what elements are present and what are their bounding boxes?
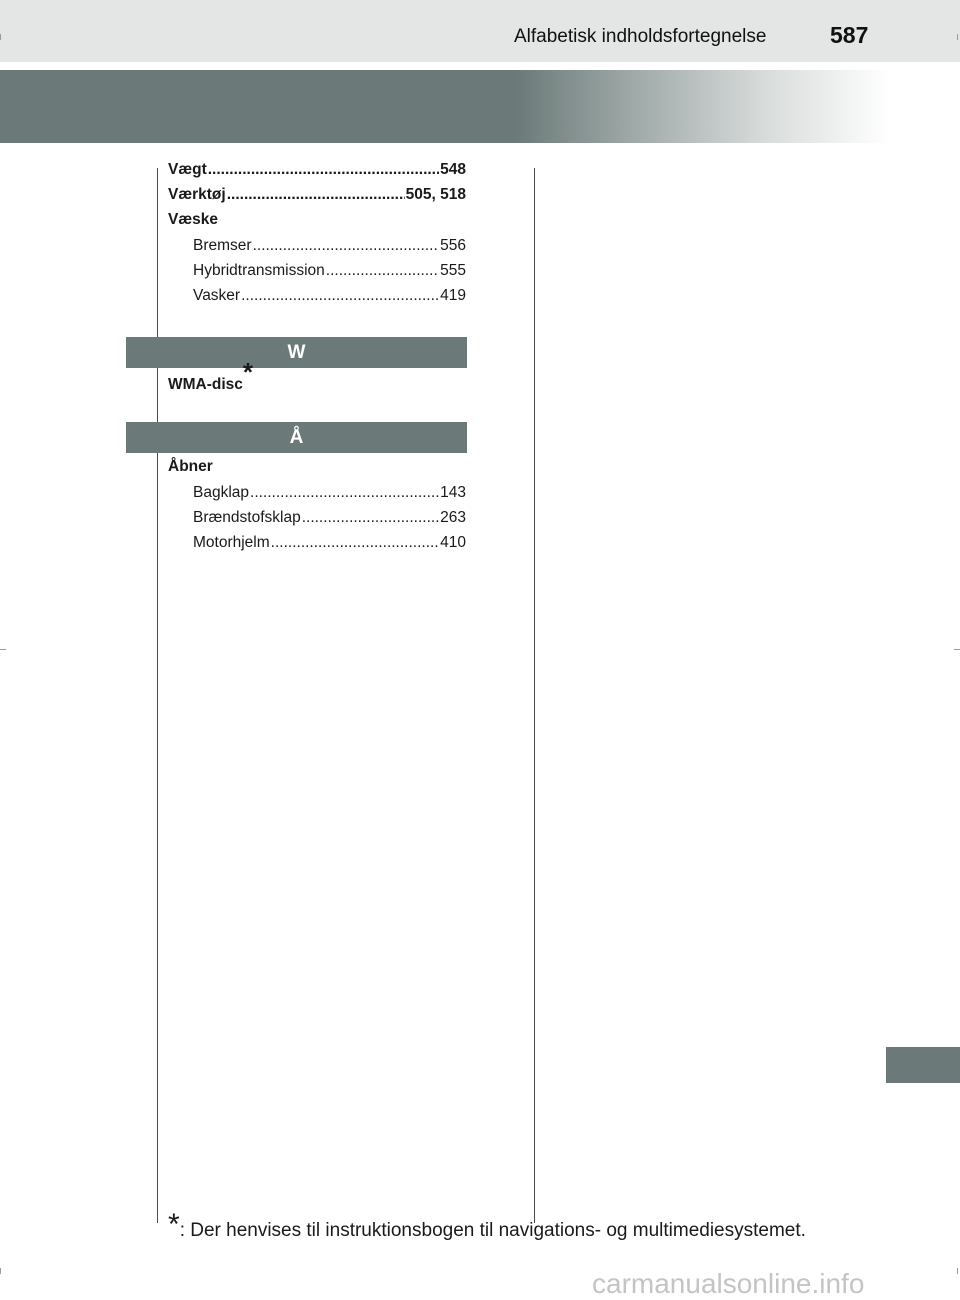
index-entry-aabner: Åbner xyxy=(168,458,213,475)
column-divider-left xyxy=(157,168,158,1223)
index-subentry-motorhjelm[interactable] xyxy=(193,533,466,553)
index-entry-page: 556 xyxy=(440,237,466,254)
index-entry-label: Motorhjelm xyxy=(193,534,270,551)
index-entry-page: 548 xyxy=(440,161,466,178)
column-divider-right xyxy=(534,168,535,1223)
index-entry-wma-disc[interactable] xyxy=(168,357,466,395)
index-entry-label: Bagklap xyxy=(193,484,250,501)
index-entry-vaegt[interactable] xyxy=(168,160,466,180)
dot-leader xyxy=(241,286,439,306)
index-entry-page: 419 xyxy=(440,287,466,304)
section-header-w: W xyxy=(126,337,467,368)
index-entry-page: 410 xyxy=(440,534,466,551)
index-entry-label: Brændstofsklap xyxy=(193,509,301,526)
crop-mark xyxy=(0,34,1,40)
watermark: carmanualsonline.info xyxy=(592,1268,865,1299)
dot-leader xyxy=(271,533,439,553)
index-entry-vaeske: Væske xyxy=(168,211,218,228)
footnote-star-marker: * xyxy=(242,357,254,387)
index-entry-vaerktoej[interactable] xyxy=(168,185,466,205)
page-number: 587 xyxy=(830,22,869,48)
index-subentry-vasker[interactable] xyxy=(193,286,466,306)
index-entry-label: Vægt xyxy=(168,161,207,178)
index-subentry-bremser[interactable] xyxy=(193,236,466,256)
crop-mark xyxy=(957,34,958,40)
index-entry-label: Vasker xyxy=(193,287,241,304)
index-entry-page: 555 xyxy=(440,262,466,279)
index-entry-label: WMA-disc xyxy=(168,376,243,393)
index-entry-page: 263 xyxy=(440,509,466,526)
index-entry-page: 505, 518 xyxy=(405,186,466,203)
crop-mark xyxy=(954,649,960,650)
section-header-aa: Å xyxy=(126,422,467,453)
dot-leader xyxy=(302,508,439,528)
footnote xyxy=(168,1208,806,1242)
crop-mark xyxy=(0,649,6,650)
dot-leader xyxy=(326,261,439,281)
page-title: Alfabetisk indholdsfortegnelse xyxy=(514,26,767,47)
dot-leader xyxy=(227,185,405,205)
header-gradient-band xyxy=(0,70,890,143)
index-entry-label: Bremser xyxy=(193,237,252,254)
dot-leader xyxy=(250,483,439,503)
index-entry-page: 143 xyxy=(440,484,466,501)
section-side-tab xyxy=(886,1047,960,1083)
page-header xyxy=(0,0,960,62)
index-entry-label: Hybridtransmission xyxy=(193,262,325,279)
footnote-star: * xyxy=(168,1208,180,1241)
index-subentry-braendstofsklap[interactable] xyxy=(193,508,466,528)
footnote-text: : Der henvises til instruktionsbogen til navigations- og multimediesystemet. xyxy=(179,1220,806,1241)
crop-mark xyxy=(0,1268,1,1274)
index-subentry-bagklap[interactable] xyxy=(193,483,466,503)
index-subentry-hybridtransmission[interactable] xyxy=(193,261,466,281)
crop-mark xyxy=(957,1268,958,1274)
dot-leader xyxy=(253,236,440,256)
dot-leader xyxy=(208,160,439,180)
index-entry-label: Værktøj xyxy=(168,186,226,203)
